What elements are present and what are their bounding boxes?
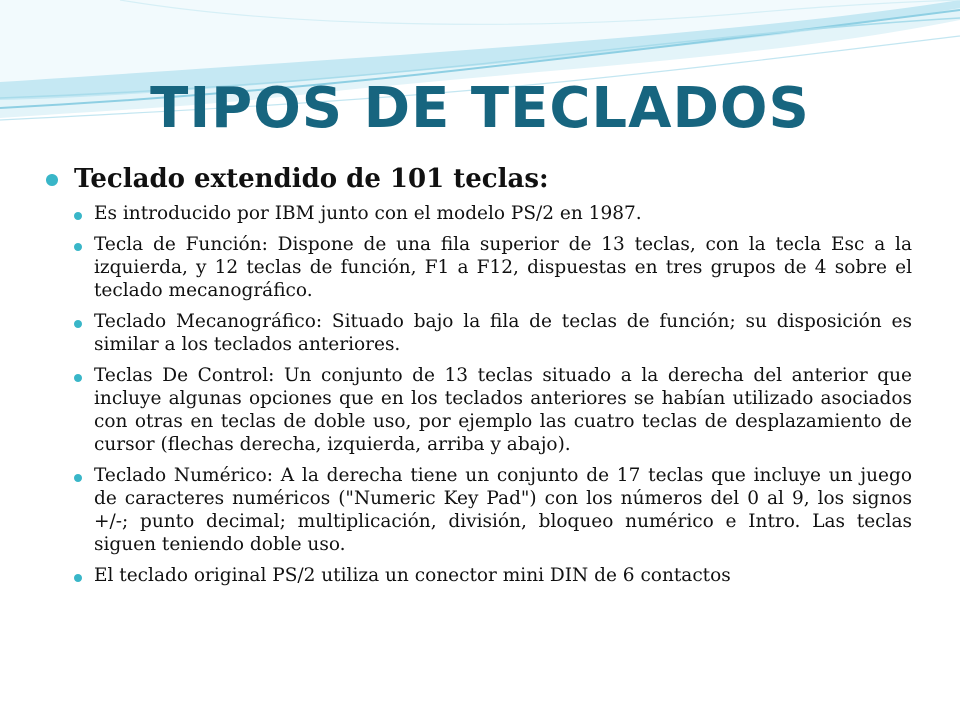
list-item xyxy=(74,310,912,356)
bullet-dot xyxy=(74,212,82,220)
point-text: Es introducido por IBM junto con el modelo PS/2 en 1987. xyxy=(94,203,642,224)
list-item xyxy=(74,364,912,456)
sub-bullet-list xyxy=(46,202,912,587)
main-bullet xyxy=(46,162,912,196)
point-text: Teclado Numérico: A la derecha tiene un conjunto de 17 teclas que incluye un juego de caracteres numéricos ("Numeric Key Pad") con los números del 0 al 9, los signos +/-; punto decimal; multiplicación, división, bloqueo numérico e Intro. Las teclas siguen teniendo doble uso. xyxy=(94,465,912,555)
bullet-dot xyxy=(74,574,82,582)
list-item xyxy=(74,464,912,556)
bullet-dot xyxy=(74,474,82,482)
list-item xyxy=(74,233,912,302)
main-heading: Teclado extendido de 101 teclas: xyxy=(74,164,549,194)
bullet-dot xyxy=(74,320,82,328)
bullet-dot xyxy=(74,243,82,251)
list-item xyxy=(74,202,912,225)
point-text: Teclado Mecanográfico: Situado bajo la fila de teclas de función; su disposición es similar a los teclados anteriores. xyxy=(94,311,912,355)
slide-title: TIPOS DE TECLADOS xyxy=(150,76,810,141)
list-item xyxy=(74,564,912,587)
point-text: Tecla de Función: Dispone de una fila superior de 13 teclas, con la tecla Esc a la izquierda, y 12 teclas de función, F1 a F12, dispuestas en tres grupos de 4 sobre el teclado mecanográfico. xyxy=(94,234,912,301)
bullet-dot xyxy=(74,374,82,382)
bullet-dot xyxy=(46,174,58,186)
point-text: El teclado original PS/2 utiliza un conector mini DIN de 6 contactos xyxy=(94,565,731,586)
slide-content xyxy=(46,162,912,595)
point-text: Teclas De Control: Un conjunto de 13 teclas situado a la derecha del anterior que incluye algunas opciones que en los teclados anteriores se habían utilizado asociados con otras en teclas de doble uso, por ejemplo las cuatro teclas de desplazamiento de cursor (flechas derecha, izquierda, arriba y abajo). xyxy=(94,365,912,455)
